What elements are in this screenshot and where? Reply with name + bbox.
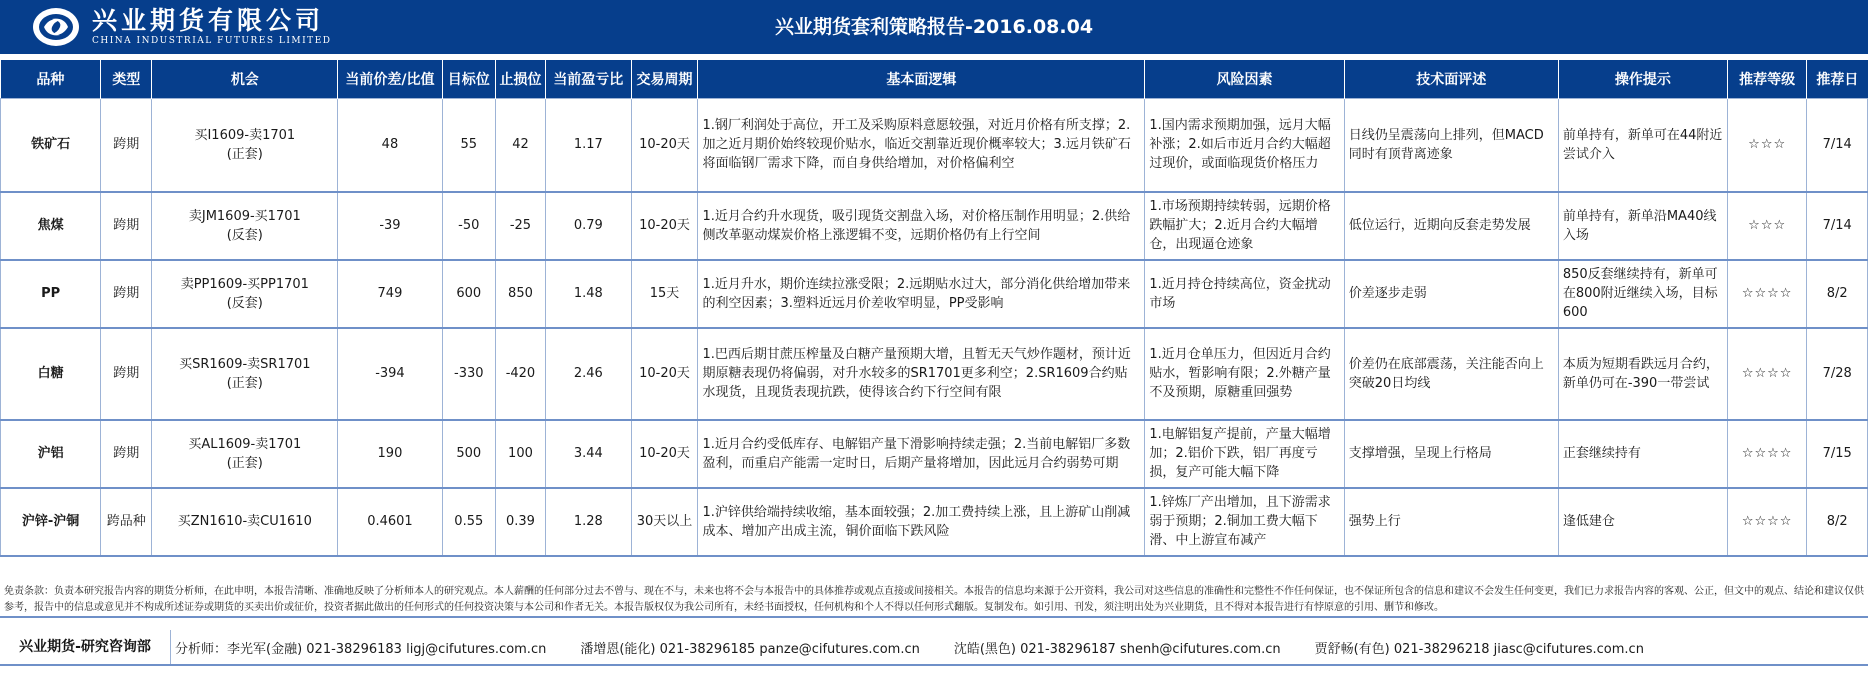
cell-period: 30天以上 <box>631 488 698 556</box>
cell-spread: 48 <box>338 99 442 192</box>
cell-ratio: 0.79 <box>546 192 632 260</box>
opportunity-contract: 卖PP1609-买PP1701 <box>180 276 309 292</box>
cell-technical: 价差仍在底部震荡，关注能否向上突破20日均线 <box>1344 328 1558 420</box>
cell-fundamental: 1.钢厂利润处于高位，开工及采购原料意愿较强，对近月价格有所支撑；2.加之近月期价始终较现价贴水，临近交割靠近现价概率较大；3.远月铁矿石将面临钢厂需求下降，而自身供给增加，对价格偏利空 <box>698 99 1145 192</box>
cell-opportunity <box>152 488 338 556</box>
cell-technical: 支撑增强，呈现上行格局 <box>1344 420 1558 488</box>
cell-target: -330 <box>442 328 495 420</box>
cell-opportunity <box>152 192 338 260</box>
cell-type: 跨期 <box>101 99 152 192</box>
cell-operation: 前单持有，新单可在44附近尝试介入 <box>1558 99 1727 192</box>
column-header: 当前盈亏比 <box>546 60 632 99</box>
cell-operation: 850反套继续持有，新单可在800附近继续入场，目标600 <box>1558 260 1727 328</box>
cell-risk: 1.电解铝复产提前，产量大幅增加；2.铝价下跌，铝厂再度亏损，复产可能大幅下降 <box>1145 420 1344 488</box>
cell-operation: 逢低建仓 <box>1558 488 1727 556</box>
opportunity-contract: 买I1609-卖1701 <box>194 127 296 143</box>
cell-stop: 850 <box>495 260 545 328</box>
department-title: 兴业期货-研究咨询部 <box>0 630 171 664</box>
cell-period: 10-20天 <box>631 99 698 192</box>
cell-stop: -420 <box>495 328 545 420</box>
cell-spread: -394 <box>338 328 442 420</box>
column-header: 当前价差/比值 <box>338 60 442 99</box>
cell-spread: 749 <box>338 260 442 328</box>
table-row <box>1 420 1868 488</box>
opportunity-contract: 买AL1609-卖1701 <box>188 436 302 452</box>
cell-technical: 日线仍呈震荡向上排列，但MACD同时有顶背离迹象 <box>1344 99 1558 192</box>
cell-stop: 42 <box>495 99 545 192</box>
cell-rating: ☆☆☆☆ <box>1727 420 1806 488</box>
report-header <box>0 0 1868 54</box>
opportunity-contract: 买SR1609-卖SR1701 <box>179 356 311 372</box>
column-header: 目标位 <box>442 60 495 99</box>
cell-date: 8/2 <box>1807 488 1868 556</box>
cell-date: 7/14 <box>1807 192 1868 260</box>
cell-spread: -39 <box>338 192 442 260</box>
cell-rating: ☆☆☆☆ <box>1727 260 1806 328</box>
cell-period: 10-20天 <box>631 192 698 260</box>
cell-operation: 正套继续持有 <box>1558 420 1727 488</box>
cell-variety: 铁矿石 <box>1 99 101 192</box>
table-row <box>1 99 1868 192</box>
cell-type: 跨期 <box>101 260 152 328</box>
table-row <box>1 328 1868 420</box>
cell-rating: ☆☆☆ <box>1727 192 1806 260</box>
opportunity-note: (正套) <box>226 146 263 162</box>
cell-technical: 价差逐步走弱 <box>1344 260 1558 328</box>
column-header: 推荐等级 <box>1727 60 1806 99</box>
column-header: 止损位 <box>495 60 545 99</box>
cell-target: 500 <box>442 420 495 488</box>
cell-ratio: 1.48 <box>546 260 632 328</box>
table-row <box>1 260 1868 328</box>
analyst-contact: 沈皓(黑色) 021-38296187 shenh@cifutures.com.cn <box>953 641 1281 657</box>
cell-date: 7/15 <box>1807 420 1868 488</box>
cell-spread: 0.4601 <box>338 488 442 556</box>
cell-operation: 本质为短期看跌远月合约，新单仍可在-390一带尝试 <box>1558 328 1727 420</box>
cell-opportunity <box>152 260 338 328</box>
table-header-row <box>1 60 1868 99</box>
analyst-contact-list <box>171 638 1674 657</box>
column-header: 推荐日 <box>1807 60 1868 99</box>
cell-type: 跨期 <box>101 328 152 420</box>
opportunity-note: (反套) <box>226 227 263 243</box>
company-name-en: CHINA INDUSTRIAL FUTURES LIMITED <box>92 36 332 46</box>
cell-type: 跨期 <box>101 192 152 260</box>
cell-period: 15天 <box>631 260 698 328</box>
cell-risk: 1.近月仓单压力，但因近月合约贴水，暂影响有限；2.外糖产量不及预期，原糖重回强势 <box>1145 328 1344 420</box>
strategy-table-wrap <box>0 60 1868 557</box>
disclaimer-text: 免责条款：负责本研究报告内容的期货分析师，在此申明，本报告清晰、准确地反映了分析师本人的研究观点。本人薪酬的任何部分过去不曾与、现在不与，未来也将不会与本报告中的具体推荐或观点直接或间接相关。本报告的信息均来源于公开资料，我公司对这些信息的准确性和完整性不作任何保证，也不保证所包含的信息和建议不会发生任何变更，我们已力求报告内容的客观、公正，但文中的观点、结论和建议仅供参考，报告中的信息或意见并不构成所述证券或期货的买卖出价或征价，投资者据此做出的任何形式的任何投资决策与本公司和作者无关。本报告版权仅为我公司所有，未经书面授权，任何机构和个人不得以任何形式翻版。复制发布。如引用、刊发，须注明出处为兴业期货，且不得对本报告进行有悖原意的引用、删节和修改。 <box>0 584 1868 618</box>
cell-variety: 沪铝 <box>1 420 101 488</box>
cell-rating: ☆☆☆☆ <box>1727 328 1806 420</box>
cell-operation: 前单持有，新单沿MA40线入场 <box>1558 192 1727 260</box>
cell-date: 8/2 <box>1807 260 1868 328</box>
cell-technical: 强势上行 <box>1344 488 1558 556</box>
cell-risk: 1.近月持仓持续高位，资金扰动市场 <box>1145 260 1344 328</box>
cell-target: -50 <box>442 192 495 260</box>
cell-technical: 低位运行，近期向反套走势发展 <box>1344 192 1558 260</box>
cell-fundamental: 1.近月升水，期价连续拉涨受限；2.远期贴水过大，部分消化供给增加带来的利空因素；3.塑料近远月价差收窄明显，PP受影响 <box>698 260 1145 328</box>
column-header: 风险因素 <box>1145 60 1344 99</box>
cell-date: 7/28 <box>1807 328 1868 420</box>
cell-fundamental: 1.沪锌供给端持续收缩，基本面较强；2.加工费持续上涨，且上游矿山削减成本、增加产出成主流，铜价面临下跌风险 <box>698 488 1145 556</box>
column-header: 基本面逻辑 <box>698 60 1145 99</box>
cell-stop: 0.39 <box>495 488 545 556</box>
cell-variety: 白糖 <box>1 328 101 420</box>
cell-target: 600 <box>442 260 495 328</box>
cell-ratio: 3.44 <box>546 420 632 488</box>
cell-opportunity <box>152 328 338 420</box>
cell-rating: ☆☆☆ <box>1727 99 1806 192</box>
cell-stop: -25 <box>495 192 545 260</box>
contact-bar <box>0 630 1868 666</box>
opportunity-note: (正套) <box>226 455 263 471</box>
opportunity-note: (正套) <box>226 375 263 391</box>
strategy-table <box>0 60 1868 557</box>
cell-type: 跨期 <box>101 420 152 488</box>
cell-ratio: 1.28 <box>546 488 632 556</box>
cell-fundamental: 1.巴西后期甘蔗压榨量及白糖产量预期大增，且暂无天气炒作题材，预计近期原糖表现仍将偏弱，对升水较多的SR1701更多利空；2.SR1609合约贴水现货，且现货表现抗跌，使得该合约下行空间有限 <box>698 328 1145 420</box>
cell-fundamental: 1.近月合约受低库存、电解铝产量下滑影响持续走强；2.当前电解铝厂多数盈利，而重启产能需一定时日，后期产量将增加，因此远月合约弱势可期 <box>698 420 1145 488</box>
column-header: 操作提示 <box>1558 60 1727 99</box>
cell-opportunity <box>152 420 338 488</box>
cell-risk: 1.市场预期持续转弱，远期价格跌幅扩大；2.近月合约大幅增仓，出现逼仓迹象 <box>1145 192 1344 260</box>
cell-fundamental: 1.近月合约升水现货，吸引现货交割盘入场，对价格压制作用明显；2.供给侧改革驱动煤炭价格上涨逻辑不变，远期价格仍有上行空间 <box>698 192 1145 260</box>
cell-variety: 沪锌-沪铜 <box>1 488 101 556</box>
column-header: 类型 <box>101 60 152 99</box>
cell-risk: 1.锌炼厂产出增加，且下游需求弱于预期；2.铜加工费大幅下滑、中上游宣布减产 <box>1145 488 1344 556</box>
column-header: 品种 <box>1 60 101 99</box>
cell-spread: 190 <box>338 420 442 488</box>
cell-date: 7/14 <box>1807 99 1868 192</box>
cell-rating: ☆☆☆☆ <box>1727 488 1806 556</box>
analyst-contact: 贾舒畅(有色) 021-38296218 jiasc@cifutures.com.cn <box>1314 641 1644 657</box>
cell-opportunity <box>152 99 338 192</box>
column-header: 机会 <box>152 60 338 99</box>
opportunity-contract: 卖JM1609-买1701 <box>188 208 301 224</box>
cell-variety: PP <box>1 260 101 328</box>
analyst-contact: 潘增恩(能化) 021-38296185 panze@cifutures.com.cn <box>580 641 920 657</box>
opportunity-note: (反套) <box>226 295 263 311</box>
cell-period: 10-20天 <box>631 328 698 420</box>
cell-risk: 1.国内需求预期加强，远月大幅补涨；2.如后市近月合约大幅超过现价，或面临现货价格压力 <box>1145 99 1344 192</box>
cell-stop: 100 <box>495 420 545 488</box>
cell-target: 0.55 <box>442 488 495 556</box>
table-row <box>1 192 1868 260</box>
table-row <box>1 488 1868 556</box>
column-header: 技术面评述 <box>1344 60 1558 99</box>
column-header: 交易周期 <box>631 60 698 99</box>
cell-type: 跨品种 <box>101 488 152 556</box>
analyst-contact: 分析师：李光军(金融) 021-38296183 ligj@cifutures.com.cn <box>175 641 547 657</box>
report-title: 兴业期货套利策略报告-2016.08.04 <box>774 16 1094 38</box>
opportunity-contract: 买ZN1610-卖CU1610 <box>177 514 312 529</box>
cell-target: 55 <box>442 99 495 192</box>
cell-ratio: 1.17 <box>546 99 632 192</box>
company-name-cn: 兴业期货有限公司 <box>92 6 325 35</box>
cell-variety: 焦煤 <box>1 192 101 260</box>
cell-period: 10-20天 <box>631 420 698 488</box>
cell-ratio: 2.46 <box>546 328 632 420</box>
